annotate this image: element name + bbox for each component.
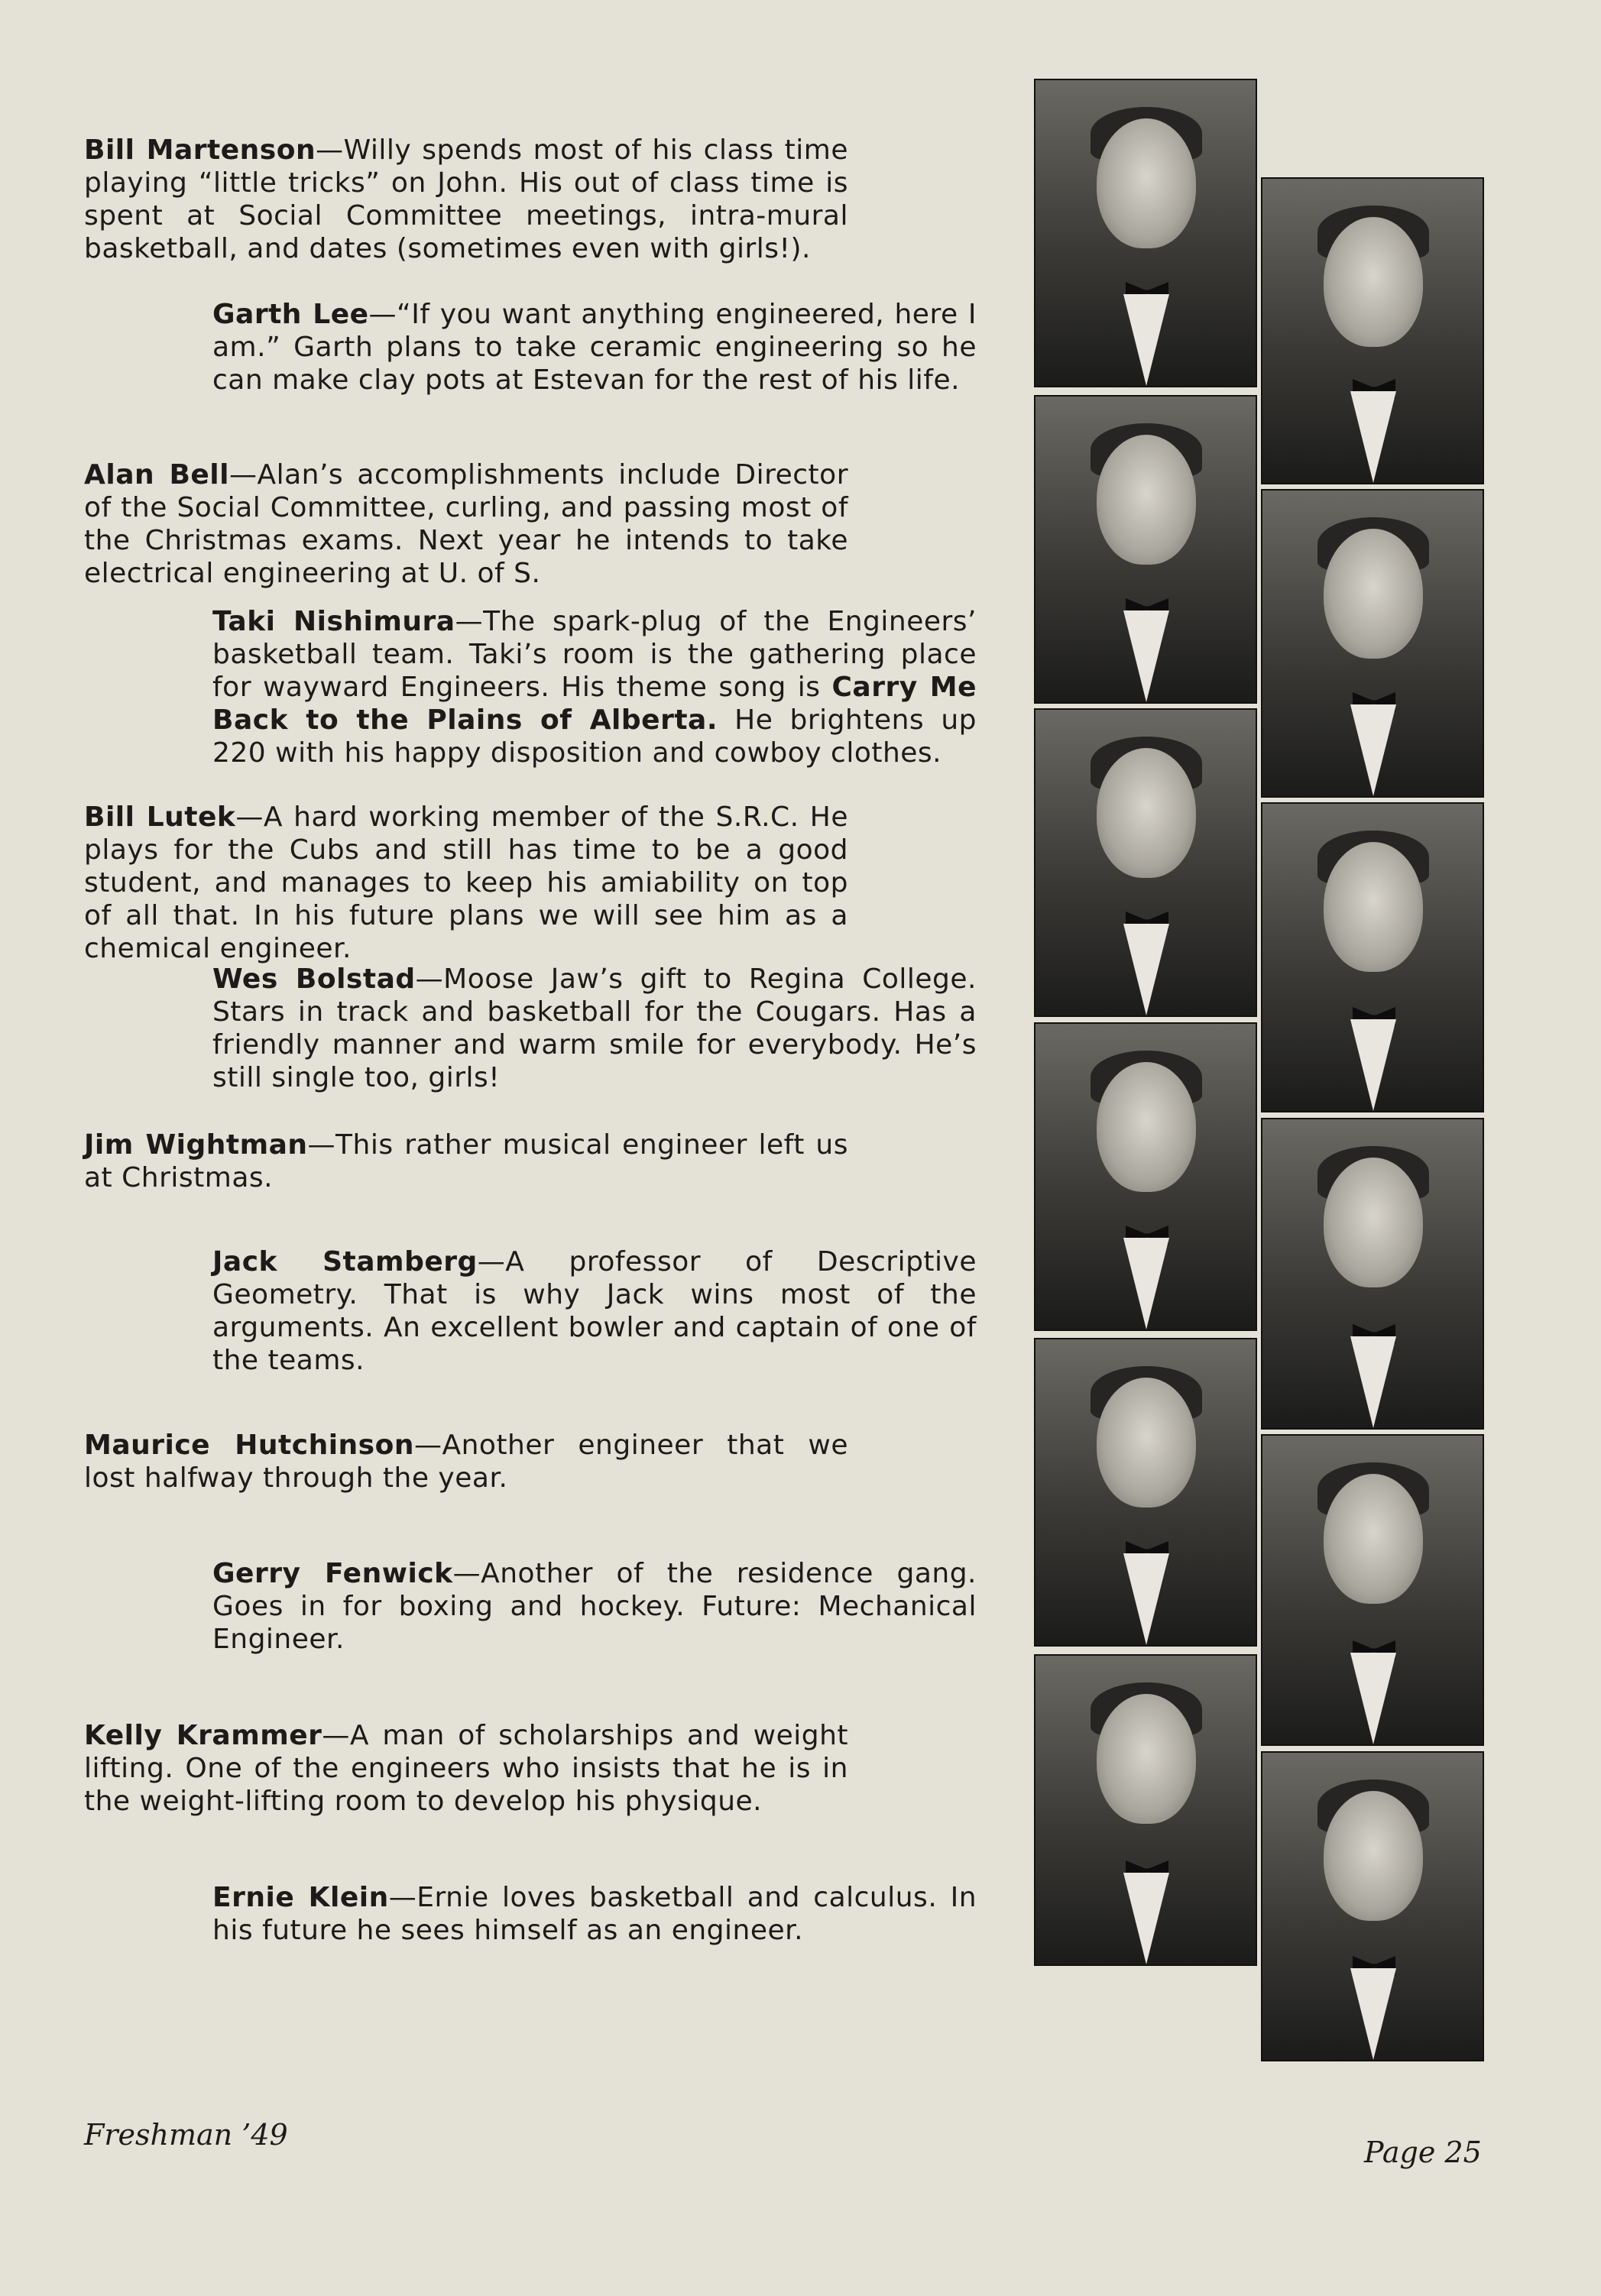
entry-name: Alan Bell [84,459,229,491]
entry-text: —Moose Jaw’s gift to Regina College. Stars in track and basketball for the Cougars. Has a friendly manner and warm smile for everybody. He’s still single too, girls! [212,963,977,1093]
entry-name: Garth Lee [212,299,369,330]
entry-text: He brightens up 220 with his happy disposition and cowboy clothes. [212,704,977,769]
entry-bill-lutek [84,801,848,965]
entry-name: Maurice Hutchinson [84,1430,414,1461]
entry-jack-stamberg [212,1245,977,1377]
portrait-photo [1034,1022,1257,1331]
entry-name: Kelly Krammer [84,1720,322,1751]
entry-bill-martenson [84,134,848,265]
song-title: Carry Me Back to the Plains of Alberta. [212,672,977,736]
portrait-photo [1261,1434,1484,1746]
entry-name: Ernie Klein [212,1882,389,1913]
entry-text: —Alan’s accomplishments include Director of the Social Committee, curling, and passing most of the Christmas exams. Next year he intends to take electrical engineering at U. of S. [84,459,848,589]
entry-maurice-hutchinson [84,1429,848,1495]
portrait-photo [1034,395,1257,704]
entry-text: —“If you want anything engineered, here I am.” Garth plans to take ceramic engineering so he can make clay pots at Estevan for the rest of his life. [212,299,977,396]
entry-taki-nishimura [212,605,977,769]
portrait-photo [1261,489,1484,798]
entry-alan-bell [84,458,848,590]
entry-text: —This rather musical engineer left us at Christmas. [84,1129,848,1193]
entry-kelly-krammer [84,1719,848,1818]
entry-text: —A hard working member of the S.R.C. He plays for the Cubs and still has time to be a good student, and manages to keep his amiability on top of all that. In his future plans we will see him as a chemical engineer. [84,801,848,964]
entry-name: Bill Martenson [84,134,316,166]
portrait-photo [1261,1751,1484,2061]
publication-title: Freshman ’49 [84,2118,288,2152]
entry-name: Bill Lutek [84,801,236,833]
entry-text: —Willy spends most of his class time playing “little tricks” on John. His out of class time is spent at Social Committee meetings, intra-mural basketball, and dates (sometimes even with girls!). [84,134,848,264]
entry-name: Jim Wightman [84,1129,308,1161]
portrait-photo [1034,1338,1257,1647]
entry-text: —Another of the residence gang. Goes in for boxing and hockey. Future: Mechanical Engineer. [212,1558,977,1655]
portrait-photo [1034,79,1257,387]
portrait-photo [1261,1118,1484,1430]
entry-text: —Another engineer that we lost halfway through the year. [84,1430,848,1494]
entry-text: —A professor of Descriptive Geometry. That is why Jack wins most of the arguments. An excellent bowler and captain of one of the teams. [212,1246,977,1376]
entry-garth-lee [212,298,977,397]
portrait-photo [1261,177,1484,484]
entry-text: —A man of scholarships and weight lifting. One of the engineers who insists that he is in the weight-lifting room to develop his physique. [84,1720,849,1817]
portrait-photo [1261,802,1484,1112]
entry-gerry-fenwick [212,1557,977,1656]
entry-name: Taki Nishimura [212,606,455,637]
entry-name: Gerry Fenwick [212,1558,453,1589]
entry-text: —Ernie loves basketball and calculus. In his future he sees himself as an engineer. [212,1882,977,1946]
entry-text: —The spark-plug of the Engineers’ basketball team. Taki’s room is the gathering place for wayward Engineers. His theme song is [212,606,977,703]
portrait-photo [1034,708,1257,1017]
page-number: Page 25 [1364,2136,1482,2169]
entry-name: Jack Stamberg [212,1246,478,1278]
entry-ernie-klein [212,1881,977,1947]
entry-jim-wightman [84,1129,848,1194]
portrait-photo [1034,1654,1257,1966]
entry-name: Wes Bolstad [212,963,416,995]
entry-wes-bolstad [212,963,977,1094]
